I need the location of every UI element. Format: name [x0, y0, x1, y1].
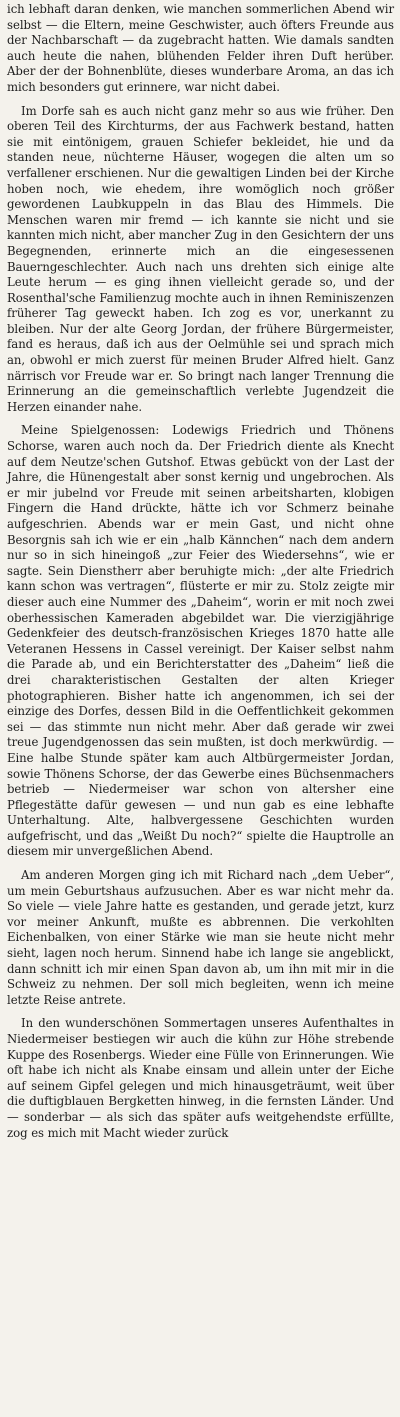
paragraph-gap	[7, 1008, 394, 1016]
paragraph-playmates: Meine Spielgenossen: Lodewigs Friedrich und Thönens Schorse, waren auch noch da. Der Friedrich diente als Knecht auf dem Neutze'schen Gutshof. Etwas gebückt von der Last der Jahre, die Hünengestalt aber sonst kernig und ungebrochen. Als er mir jubelnd vor Freude mit seinen arbeitsharten, klobigen Fingern die Hand drückte, hätte ich vor Schmerz beinahe aufgeschrien. Abends war er mein Gast, und nicht ohne Besorgnis sah ich wie er ein „halb Kännchen“ nach dem andern nur so in sich hineingoß „zur Feier des Wiedersehns“, wie er sagte. Sein Dienstherr aber beruhigte mich: „der alte Friedrich kann schon was vertragen“, flüsterte er mir zu. Stolz zeigte mir dieser auch eine Nummer des „Daheim“, worin er mit noch zwei oberhessischen Kameraden abgebildet war. Die vierzigjährige Gedenkfeier des deutsch-französischen Krieges 1870 hatte alle Veteranen Hessens in Cassel vereinigt. Der Kaiser selbst nahm die Parade ab, und ein Berichterstatter des „Daheim“ ließ die drei charakteristischen Gestalten der alten Krieger photographieren. Bisher hatte ich angenommen, ich sei der einzige des Dorfes, dessen Bild in die Oeffentlichkeit gekommen sei — das stimmte nun nicht mehr. Aber daß gerade wir zwei treue Jugendgenossen das sein mußten, ist doch merkwürdig. — Eine halbe Stunde später kam auch Altbürgermeister Jordan, sowie Thönens Schorse, der das Gewerbe eines Büchsenmachers betrieb — Niedermeiser war schon von altersher eine Pflegestätte dafür gewesen — und nun gab es eine lebhafte Unterhaltung. Alte, halbvergessene Geschichten wurden aufgefrischt, und das „Weißt Du noch?“ spielte die Hauptrolle an diesem mir unvergeßlichen Abend.	[7, 423, 394, 859]
paragraph-birth-house: Am anderen Morgen ging ich mit Richard nach „dem Ueber“, um mein Geburtshaus aufzusuchen. Aber es war nicht mehr da. So viele — viele Jahre hatte es gestanden, und gerade jetzt, kurz vor meiner Ankunft, mußte es abbrennen. Die verkohlten Eichenbalken, von einer Stärke wie man sie heute nicht mehr sieht, lagen noch herum. Sinnend habe ich lange sie angeblickt, dann schnitt ich mir einen Span davon ab, um ihn mit mir in die Schweiz zu nehmen. Der soll mich begleiten, wenn ich meine letzte Reise antrete.	[7, 868, 394, 1007]
paragraph-gap	[7, 860, 394, 868]
paragraph-village-changes: Im Dorfe sah es auch nicht ganz mehr so aus wie früher. Den oberen Teil des Kirchturms, der aus Fachwerk bestand, hatten sie mit eintönigem, grauen Schiefer bekleidet, hie und da standen neue, nüchterne Häuser, wogegen die alten um so verfallener erschienen. Nur die gewaltigen Linden bei der Kirche hoben noch, wie ehedem, ihre womöglich noch größer gewordenen Laubkuppeln in das Blau des Himmels. Die Menschen waren mir fremd — ich kannte sie nicht und sie kannten mich nicht, aber mancher Zug in den Gesichtern der uns Begegnenden, erinnerte mich an die eingesessenen Bauerngeschlechter. Auch nach uns drehten sich einige alte Leute herum — es ging ihnen vielleicht gerade so, und der Rosenthal'sche Familienzug mochte auch in ihnen Reminiszenzen früherer Tag geweckt haben. Ich zog es vor, unerkannt zu bleiben. Nur der alte Georg Jordan, der frühere Bürgermeister, fand es heraus, daß ich aus der Oelmühle sei und sprach mich an, obwohl er mich zuerst für meinen Bruder Alfred hielt. Ganz närrisch vor Freude war er. So bringt nach langer Trennung die Erinnerung an die gemeinschaftlich verlebte Jugendzeit die Herzen einander nahe.	[7, 103, 394, 414]
paragraph-gap	[7, 415, 394, 423]
paragraph-gap	[7, 96, 394, 104]
paragraph-rosenberg: In den wunderschönen Sommertagen unseres Aufenthaltes in Niedermeiser bestiegen wir auch die kühn zur Höhe strebende Kuppe des Rosenbergs. Wieder eine Fülle von Erinnerungen. Wie oft habe ich nicht als Knabe einsam und allein unter der Eiche auf seinem Gipfel gelegen und mich hinausgeträumt, weit über die duftigblauen Bergketten hinweg, in die fernsten Länder. Und — sonderbar — als sich das später aufs weitgehendste erfüllte, zog es mich mit Macht wieder zurück	[7, 1016, 394, 1140]
paragraph-evening-memories: ich lebhaft daran denken, wie manchen sommerlichen Abend wir selbst — die Eltern, meine Geschwister, auch öfters Freunde aus der Nachbarschaft — da zugebracht hatten. Wie damals sandten auch heute die nahen, blühenden Felder ihren Duft herüber. Aber der der Bohnenblüte, dieses wunderbare Aroma, an das ich mich besonders gut erinnere, war nicht dabei.	[7, 2, 394, 94]
